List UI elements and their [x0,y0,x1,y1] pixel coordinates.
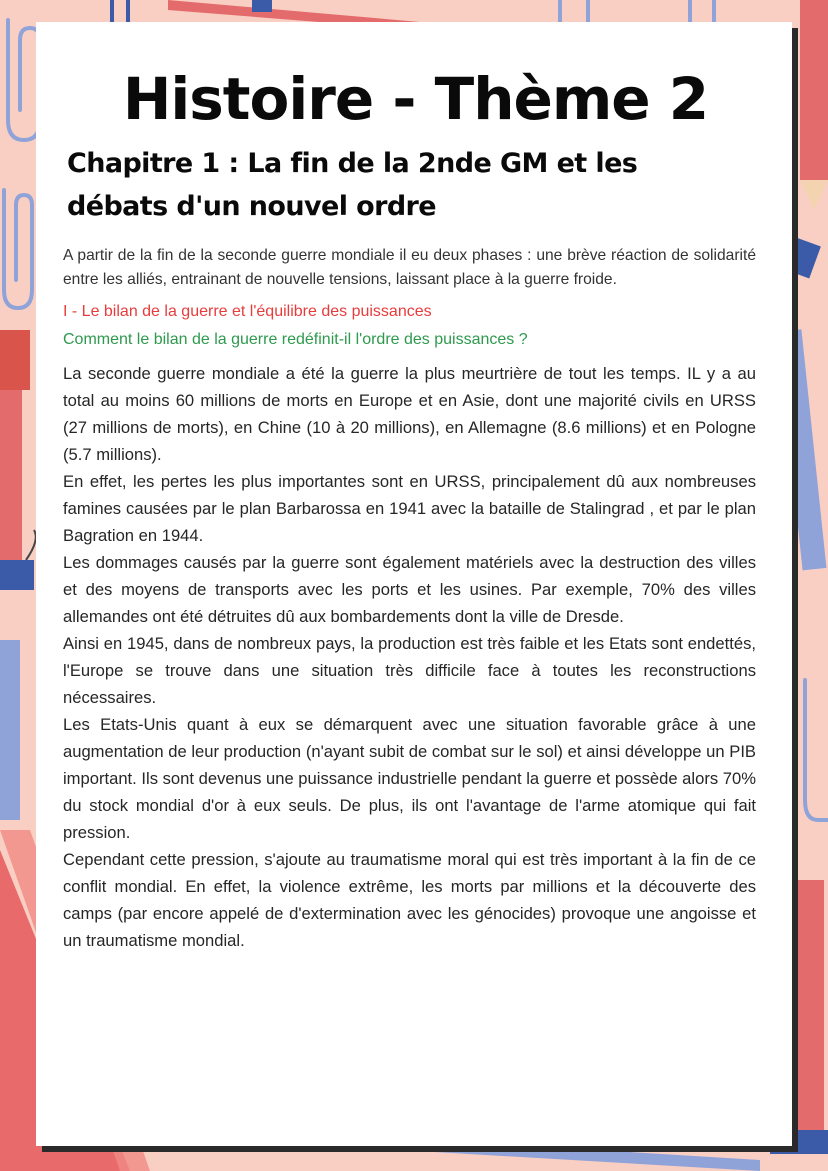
pencil-icon [800,0,828,210]
body-paragraphs [63,360,756,954]
document-content [63,62,756,954]
paperclip-icon [4,190,32,308]
section-question: Comment le bilan de la guerre redéfinit-il l'ordre des puissances ? [63,331,528,348]
pencil-icon [0,640,20,820]
body-paragraph: Cependant cette pression, s'ajoute au traumatisme moral qui est très important à la fin de ce conflit mondial. En effet, la violence extrême, les morts par millions et la découverte des camps (par encore appelé de d'extermination avec les génocides) provoque une angoisse et un traumatisme mondial. [63,850,756,950]
body-paragraph: Les Etats-Unis quant à eux se démarquent avec une situation favorable grâce à une augmentation de leur production (n'ayant subit de combat sur le sol) et ainsi développe un PIB important. Ils sont devenus une puissance industrielle pendant la guerre et possède alors 70% du stock mondial d'or à eux seuls. De plus, ils ont l'avantage de l'arme atomique qui fait pression. [63,715,756,842]
body-paragraph: La seconde guerre mondiale a été la guerre la plus meurtrière de tout les temps. IL y a au total au moins 60 millions de morts en Europe et en Asie, dont une majorité civils en URSS (27 millions de morts), en Chine (10 à 20 millions), en Allemagne (8.6 millions) et en Pologne (5.7 millions). [63,364,756,464]
page-title: Histoire - Thème 2 [122,65,709,133]
intro-paragraph: A partir de la fin de la seconde guerre mondiale il eu deux phases : une brève réaction de solidarité entre les alliés, entrainant de nouvelle tensions, laissant place à la guerre froide. [63,247,756,288]
section-heading: I - Le bilan de la guerre et l'équilibre des puissances [63,303,432,320]
chapter-title: Chapitre 1 : La fin de la 2nde GM et les débats d'un nouvel ordre [67,148,638,222]
pencil-icon [0,330,30,590]
body-paragraph: Les dommages causés par la guerre sont également matériels avec la destruction des villes et des moyens de transports avec les ports et les usines. Par exemple, 70% des villes allemandes ont été détruites dû aux bombardements dont la ville de Dresde. [63,553,756,626]
body-paragraph: En effet, les pertes les plus importantes sont en URSS, principalement dû aux nombreuses famines causées par le plan Barbarossa en 1941 avec la bataille de Stalingrad , et par le plan Bagration en 1944. [63,472,756,545]
pencil-icon [798,880,824,1140]
body-paragraph: Ainsi en 1945, dans de nombreux pays, la production est très faible et les Etats sont endettés, l'Europe se trouve dans une situation très difficile face à toutes les reconstructions nécessaires. [63,634,756,707]
